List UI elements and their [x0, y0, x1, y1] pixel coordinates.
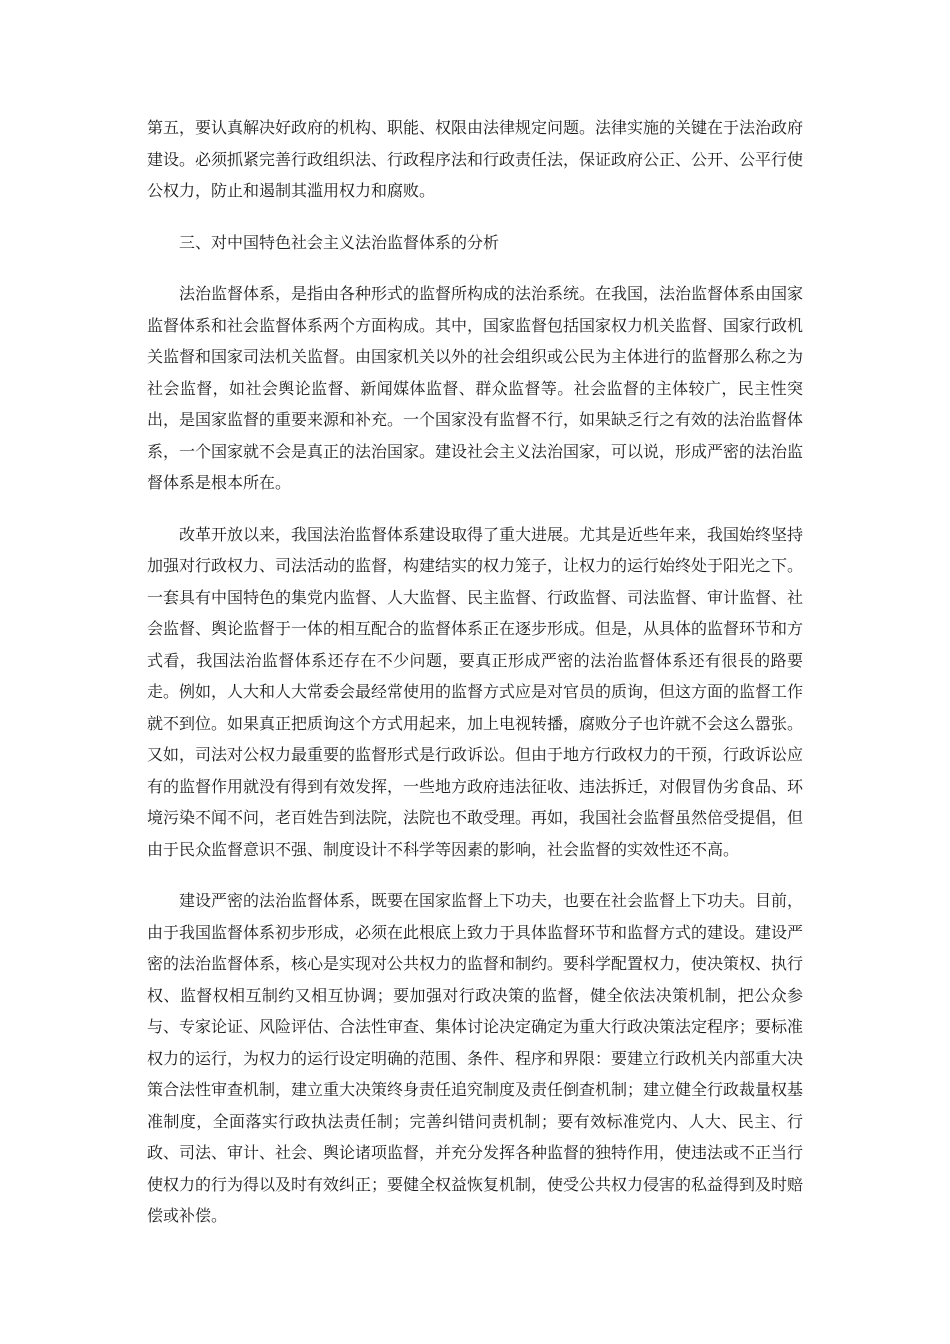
- paragraph-fifth-point: 第五，要认真解决好政府的机构、职能、权限由法律规定问题。法律实施的关键在于法治政府建设。必须抓紧完善行政组织法、行政程序法和行政责任法，保证政府公正、公开、公平行使公权力，防止和遏制其滥用权力和腐败。: [147, 118, 804, 200]
- section-heading: 三、对中国特色社会主义法治监督体系的分析: [179, 232, 500, 252]
- paragraph-construction: 建设严密的法治监督体系，既要在国家监督上下功夫，也要在社会监督上下功夫。目前，由于我国监督体系初步形成，必须在此根底上致力于具体监督环节和监督方式的建设。建设严密的法治监督体系，核心是实现对公共权力的监督和制约。要科学配置权力，使决策权、执行权、监督权相互制约又相互协调；要加强对行政决策的监督，健全依法决策机制，把公众参与、专家论证、风险评估、合法性审查、集体讨论决定确定为重大行政决策法定程序；要标准权力的运行，为权力的运行设定明确的范围、条件、程序和界限：要建立行政机关内部重大决策合法性审查机制，建立重大决策终身责任追究制度及责任倒查机制；建立健全行政裁量权基准制度，全面落实行政执法责任制；完善纠错问责机制；要有效标准党内、人大、民主、行政、司法、审计、社会、舆论诸项监督，并充分发挥各种监督的独特作用，使违法或不正当行使权力的行为得以及时有效纠正；要健全权益恢复机制，使受公共权力侵害的私益得到及时赔偿或补偿。: [147, 891, 804, 1225]
- paragraph-definition: 法治监督体系，是指由各种形式的监督所构成的法治系统。在我国，法治监督体系由国家监督体系和社会监督体系两个方面构成。其中，国家监督包括国家权力机关监督、国家行政机关监督和国家司法机关监督。由国家机关以外的社会组织或公民为主体进行的监督那么称之为社会监督，如社会舆论监督、新闻媒体监督、群众监督等。社会监督的主体较广，民主性突出，是国家监督的重要来源和补充。一个国家没有监督不行，如果缺乏行之有效的法治监督体系，一个国家就不会是真正的法治国家。建设社会主义法治国家，可以说，形成严密的法治监督体系是根本所在。: [147, 284, 804, 492]
- document-body: [147, 112, 803, 1252]
- paragraph-progress: 改革开放以来，我国法治监督体系建设取得了重大进展。尤其是近些年来，我国始终坚持加强对行政权力、司法活动的监督，构建结实的权力笼子，让权力的运行始终处于阳光之下。一套具有中国特色的集党内监督、人大监督、民主监督、行政监督、司法监督、审计监督、社会监督、舆论监督于一体的相互配合的监督体系正在逐步形成。但是，从具体的监督环节和方式看，我国法治监督体系还存在不少问题，要真正形成严密的法治监督体系还有很長的路要走。例如，人大和人大常委会最经常使用的监督方式应是对官员的质询，但这方面的监督工作就不到位。如果真正把质询这个方式用起来，加上电视转播，腐败分子也许就不会这么嚣张。又如，司法对公权力最重要的监督形式是行政诉讼。但由于地方行政权力的干预，行政诉讼应有的监督作用就没有得到有效发挥，一些地方政府违法征收、违法拆迁，对假冒伪劣食品、环境污染不闻不问，老百姓告到法院，法院也不敢受理。再如，我国社会监督虽然倍受提倡，但由于民众监督意识不强、制度设计不科学等因素的影响，社会监督的实效性还不高。: [147, 524, 804, 859]
